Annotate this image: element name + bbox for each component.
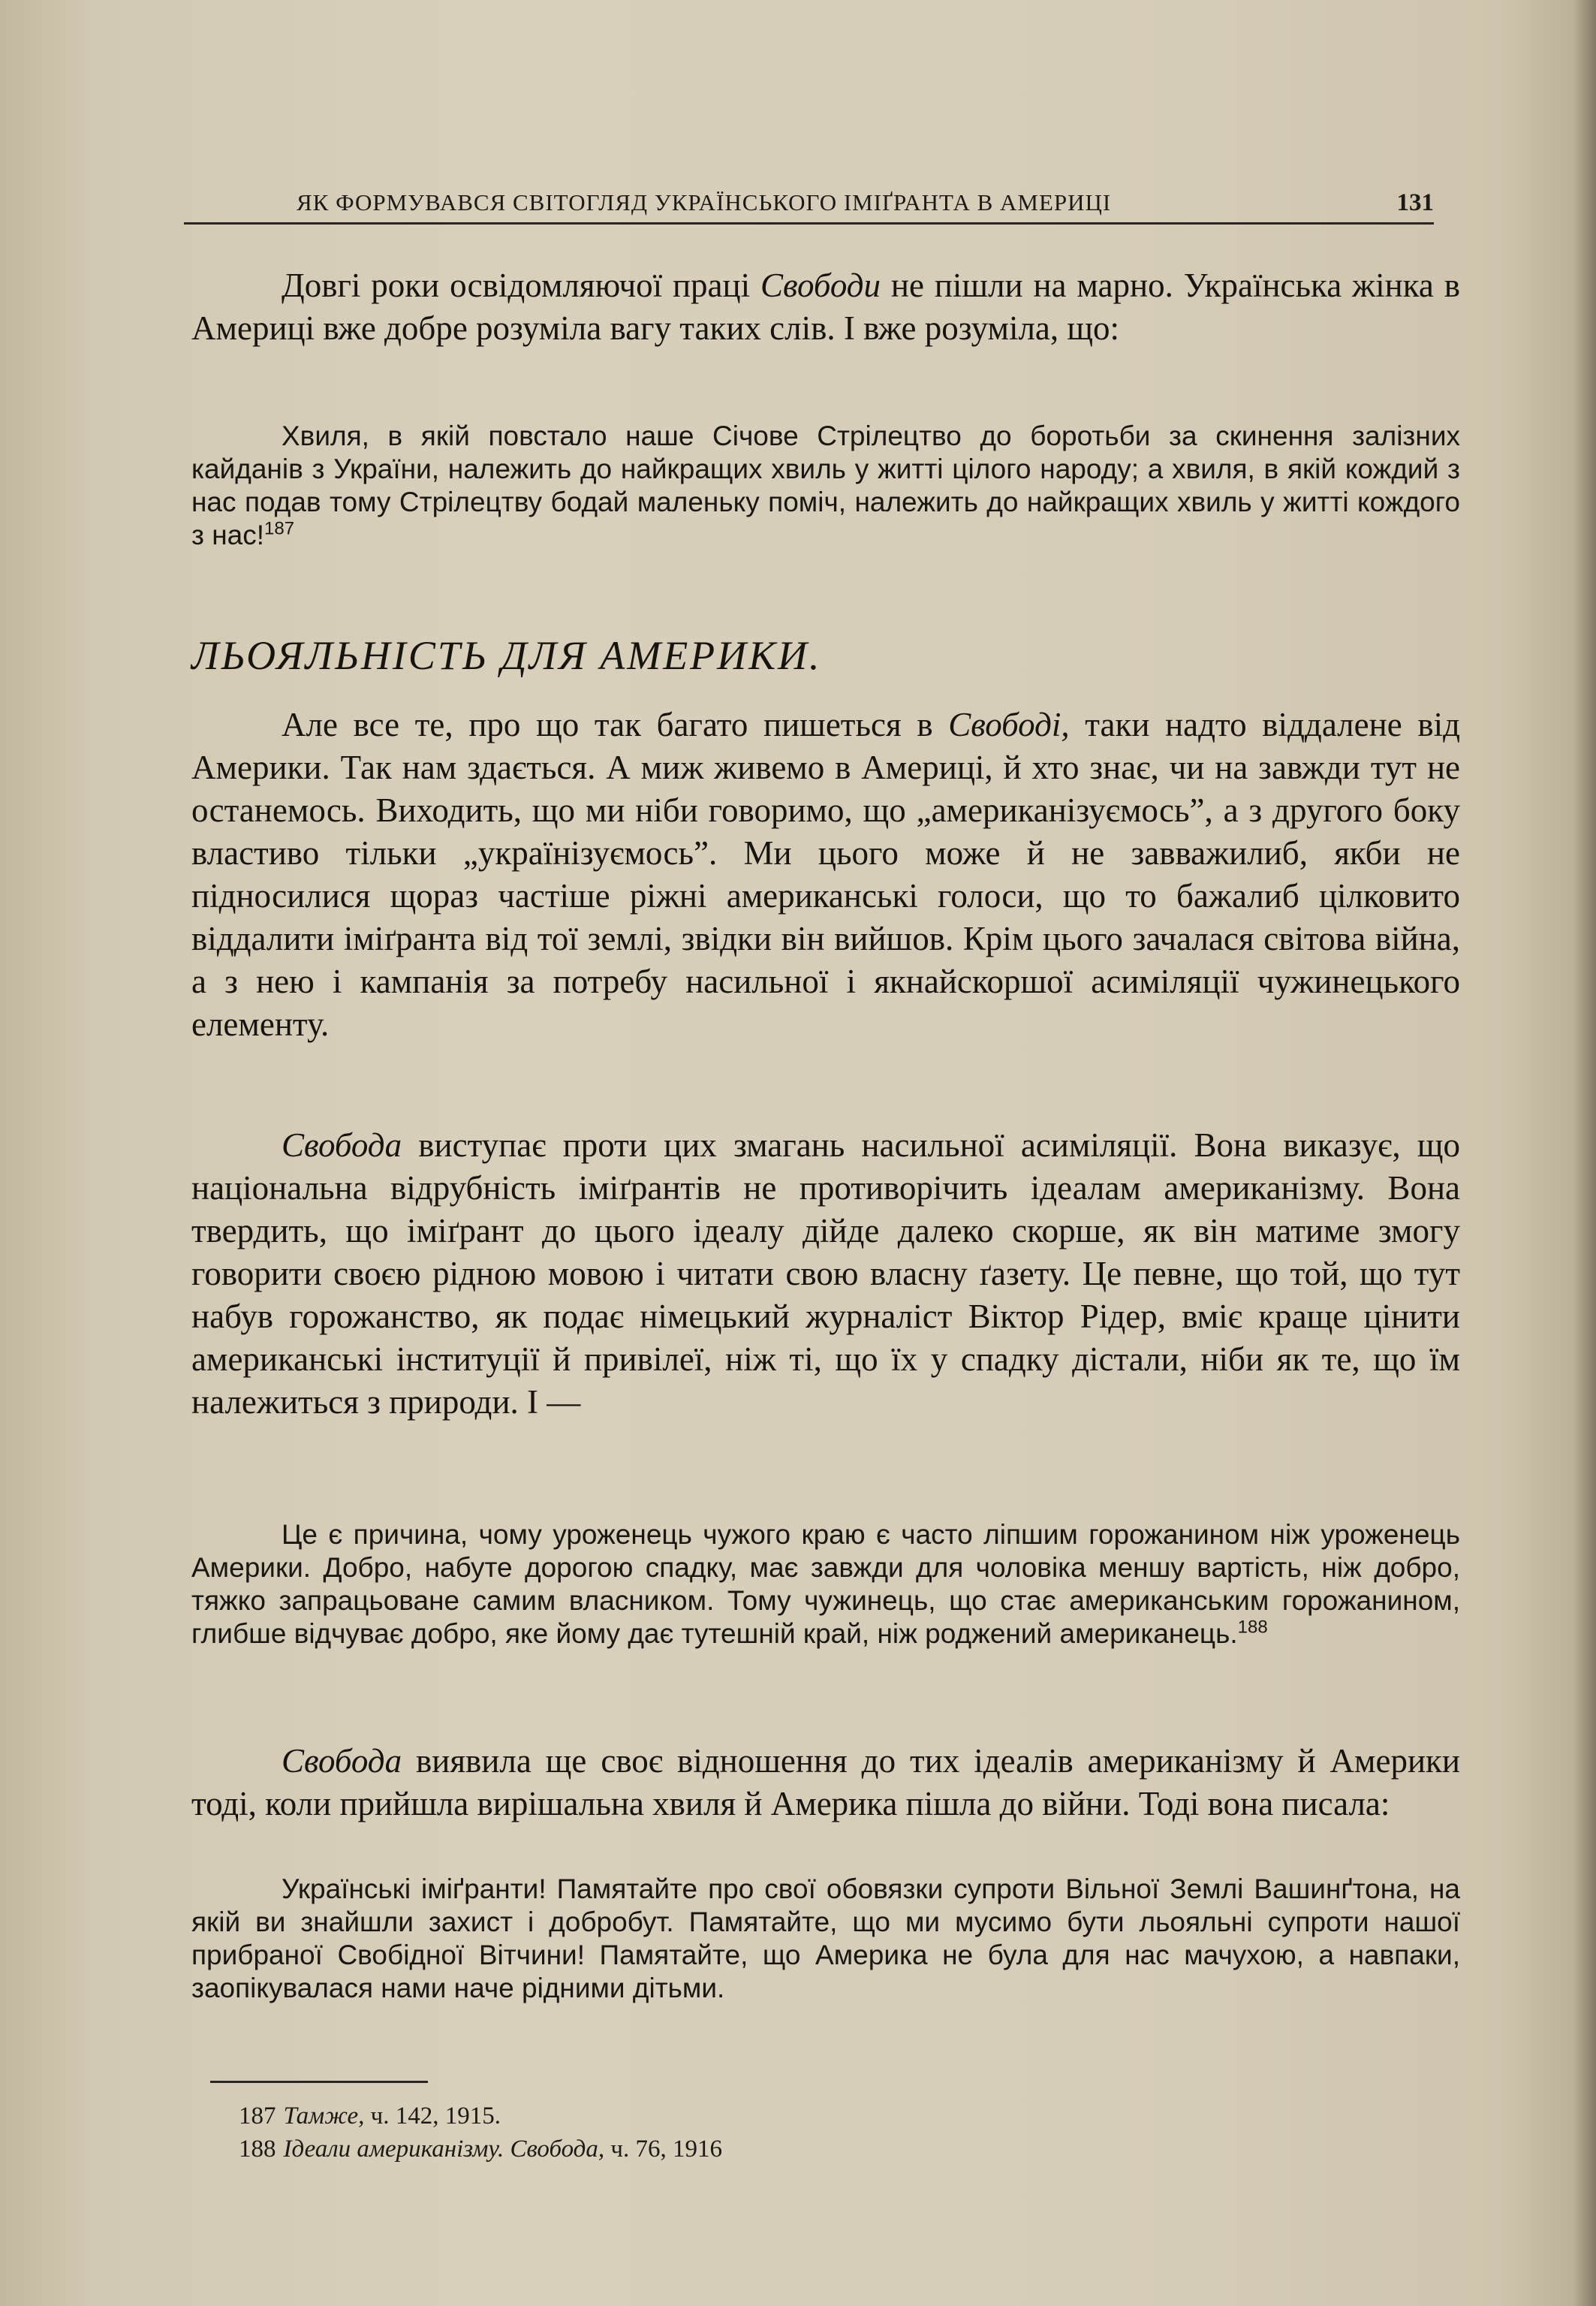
paragraph-2-text-a: Але все те, про що так багато пишеться в <box>282 706 949 743</box>
intro-emphasis: Свободи <box>760 267 881 304</box>
header-rule <box>184 222 1434 225</box>
quote-block-3 <box>191 1873 1460 2005</box>
quote-block-1 <box>191 420 1460 552</box>
footnote-number: 187 <box>239 2103 276 2130</box>
footnote-source: Тамже, <box>283 2103 365 2130</box>
footnote-187 <box>239 2101 501 2131</box>
paragraph-2-text-b: таки надто віддалене від Америки. Так нам здається. А миж живемо в Америці, й хто знає, чи на завжди тут не останемось. Виходить, що ми ніби говоримо, що „американізуємось”, а з другого боку властиво тільки „українізуємось”. Ми цього може й не завважилиб, якби не підносилися щораз частіше ріжні американські голоси, що то бажалиб цілковито віддалити іміґранта від тої землі, звідки він вийшов. Крім цього зачалася світова війна, а з нею і кампанія за потребу насильної і якнайскоршої асиміляції чужинецького елементу. <box>191 706 1460 1043</box>
footnote-detail: ч. 142, 1915. <box>364 2103 501 2130</box>
paragraph-4-emphasis: Свобода <box>282 1742 402 1780</box>
page-number: 131 <box>1396 189 1434 216</box>
section-heading: ЛЬОЯЛЬНІСТЬ ДЛЯ АМЕРИКИ. <box>191 633 822 678</box>
paragraph-3-emphasis: Свобода <box>282 1126 402 1164</box>
paragraph-3-text: виступає проти цих змагань насильної асиміляції. Вона виказує, що національна відрубність іміґрантів не противорічить ідеалам американізму. Вона твердить, що іміґрант до цього ідеалу дійде далеко скорше, як він матиме змогу говорити своєю рідною мовою і читати свою власну ґазету. Це певне, що той, що тут набув горожанство, як подає німецький журналіст Віктор Рідер, вміє краще цінити американські інституції й привілеї, ніж ті, що їх у спадку дістали, ніби як те, що їм належиться з природи. І — <box>191 1126 1460 1421</box>
footnote-188 <box>239 2134 722 2164</box>
paragraph-2-emphasis: Свободі, <box>948 706 1070 743</box>
quote-3-text: Українські іміґранти! Памятайте про свої обовязки супроти Вільної Землі Вашинґтона, на якій ви знайшли захист і добробут. Памятайте, що ми мусимо бути льояльні супроти нашої прибраної Свобідної Вітчини! Памятайте, що Америка не була для нас мачухою, а навпаки, заопікувалася нами наче рідними дітьми. <box>191 1873 1460 2003</box>
running-title: ЯК ФОРМУВАВСЯ СВІТОГЛЯД УКРАЇНСЬКОГО ІМІҐРАНТА В АМЕРИЦІ <box>297 189 1112 216</box>
paragraph-4-text: виявила ще своє відношення до тих ідеалів американізму й Америки тоді, коли прийшла вирішальна хвиля й Америка пішла до війни. Тоді вона писала: <box>191 1742 1460 1822</box>
quote-1-text: Хвиля, в якій повстало наше Січове Стрілецтво до боротьби за скинення залізних кайданів з України, належить до найкращих хвиль у житті цілого народу; а хвиля, в якій кождий з нас подав тому Стрілецтву бодай маленьку поміч, належить до найкращих хвиль у житті кождого з нас! <box>191 421 1460 550</box>
paragraph-4 <box>191 1740 1460 1825</box>
intro-paragraph <box>191 264 1460 350</box>
footnote-detail: ч. 76, 1916 <box>604 2136 722 2163</box>
quote-block-2 <box>191 1518 1460 1650</box>
footnote-rule <box>210 2081 428 2083</box>
footnote-ref-188: 188 <box>1237 1617 1268 1638</box>
page-gutter-shadow <box>1573 0 1596 2306</box>
footnote-number: 188 <box>239 2136 276 2163</box>
running-head <box>184 186 1434 224</box>
paragraph-2 <box>191 704 1460 1046</box>
intro-text-a: Довгі роки освідомляючої праці <box>282 267 760 304</box>
footnote-source: Ідеали американізму. Свобода, <box>283 2136 605 2163</box>
quote-2-text: Це є причина, чому уроженець чужого краю є часто ліпшим горожанином ніж уроженець Америки. Добро, набуте дорогою спадку, має завжди для чоловіка меншу вартість, ніж добро, тяжко запрацьоване самим власником. Тому чужинець, що стає американським горожанином, глибше відчуває добро, яке йому дає тутешній край, ніж роджений американець. <box>191 1519 1460 1649</box>
paragraph-3 <box>191 1124 1460 1424</box>
intro-text-b: не пішли на марно. Українська жінка в Америці вже добре розуміла вагу таких слів. І вже розуміла, що: <box>191 267 1460 347</box>
footnote-ref-187: 187 <box>264 518 295 539</box>
